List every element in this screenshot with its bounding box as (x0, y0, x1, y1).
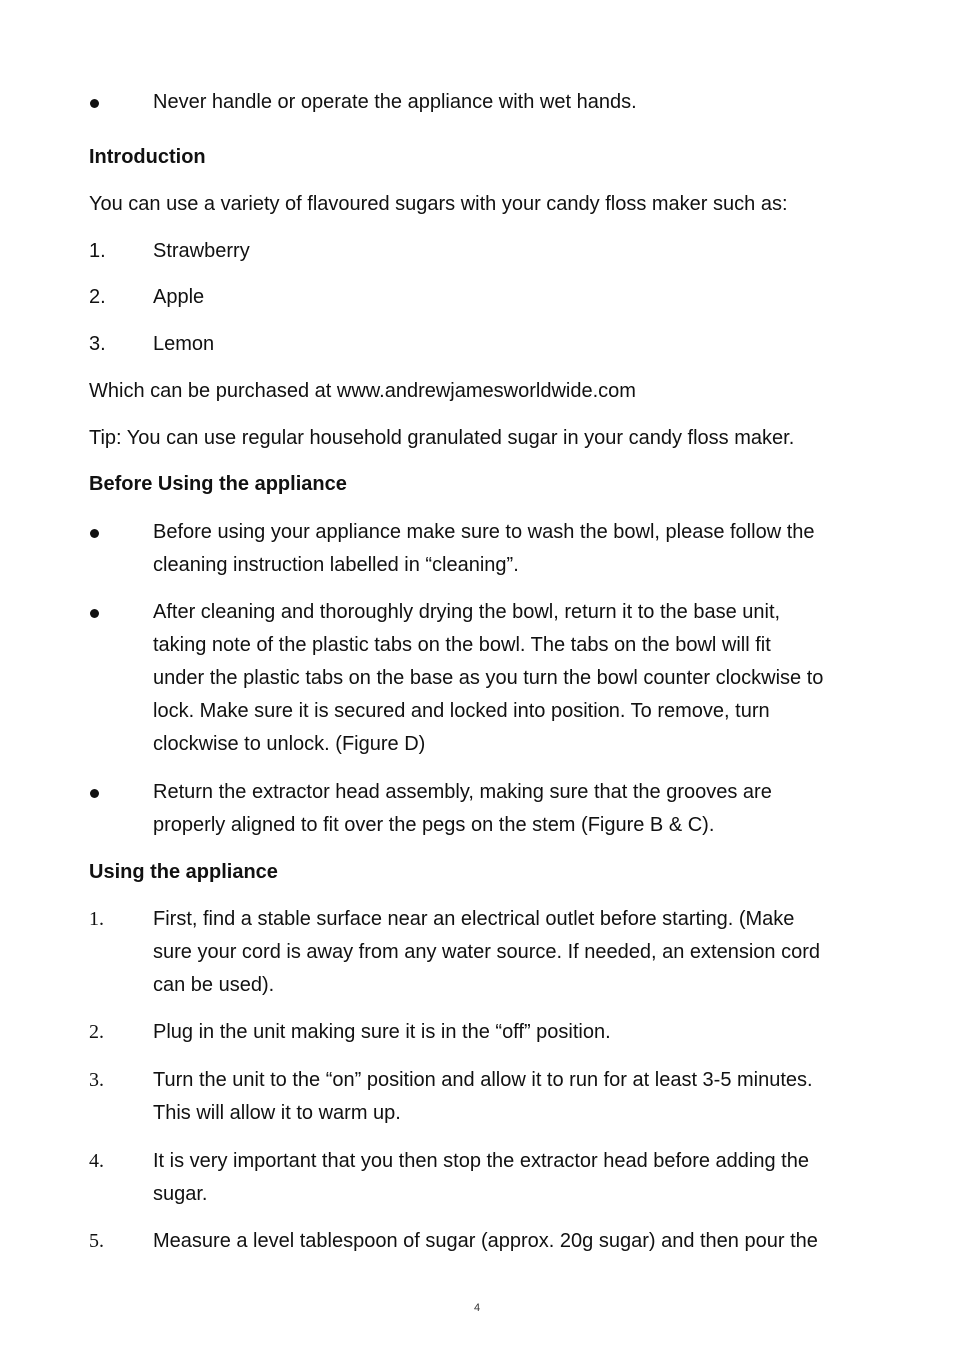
text-line: Measure a level tablespoon of sugar (approx. 20g sugar) and then pour the (153, 1230, 818, 1252)
text-line: sure your cord is away from any water source. If needed, an extension cord (153, 941, 821, 963)
text-line: properly aligned to fit over the pegs on the stem (Figure B & C). (153, 814, 715, 836)
introduction-heading: Introduction (89, 146, 206, 168)
text-line: First, find a stable surface near an electrical outlet before starting. (Make (153, 908, 795, 930)
flavour-item-lemon: Lemon (153, 333, 215, 355)
text-line: under the plastic tabs on the base as you turn the bowl counter clockwise to (153, 667, 824, 689)
list-number: 2. (89, 286, 106, 308)
purchase-text: Which can be purchased at www.andrewjamesworldwide.com (89, 380, 636, 402)
bullet-marker (90, 99, 99, 108)
text-line: Plug in the unit making sure it is in the “off” position. (153, 1021, 611, 1043)
step-number: 3. (89, 1069, 104, 1091)
before-using-bullet (153, 516, 873, 582)
before-using-heading: Before Using the appliance (89, 473, 347, 495)
text-line: lock. Make sure it is secured and locked into position. To remove, turn (153, 700, 770, 722)
text-line: Before using your appliance make sure to wash the bowl, please follow the (153, 521, 815, 543)
bullet-marker (90, 529, 99, 538)
step-text (153, 1225, 873, 1258)
before-using-bullet (153, 596, 873, 761)
introduction-lead: You can use a variety of flavoured sugars with your candy floss maker such as: (89, 193, 788, 215)
step-text (153, 903, 873, 1002)
text-line: can be used). (153, 974, 275, 996)
tip-text: Tip: You can use regular household granulated sugar in your candy floss maker. (89, 427, 795, 449)
bullet-marker (90, 789, 99, 798)
text-line: Return the extractor head assembly, making sure that the grooves are (153, 781, 772, 803)
step-text (153, 1064, 873, 1130)
bullet-marker (90, 609, 99, 618)
step-number: 5. (89, 1230, 104, 1252)
text-line: Turn the unit to the “on” position and allow it to run for at least 3-5 minutes. (153, 1069, 813, 1091)
step-text (153, 1016, 873, 1049)
list-number: 1. (89, 240, 106, 262)
safety-bullet-text: Never handle or operate the appliance with wet hands. (153, 91, 637, 113)
before-using-bullet (153, 776, 873, 842)
page-number: 4 (473, 1302, 481, 1314)
step-text (153, 1145, 873, 1211)
step-number: 2. (89, 1021, 104, 1043)
step-number: 4. (89, 1150, 104, 1172)
text-line: It is very important that you then stop the extractor head before adding the (153, 1150, 809, 1172)
text-line: taking note of the plastic tabs on the bowl. The tabs on the bowl will fit (153, 634, 771, 656)
text-line: clockwise to unlock. (Figure D) (153, 733, 426, 755)
text-line: After cleaning and thoroughly drying the bowl, return it to the base unit, (153, 601, 781, 623)
text-line: This will allow it to warm up. (153, 1102, 401, 1124)
flavour-item-apple: Apple (153, 286, 205, 308)
step-number: 1. (89, 908, 104, 930)
text-line: sugar. (153, 1183, 208, 1205)
list-number: 3. (89, 333, 106, 355)
text-line: cleaning instruction labelled in “cleaning”. (153, 554, 519, 576)
using-heading: Using the appliance (89, 861, 278, 883)
flavour-item-strawberry: Strawberry (153, 240, 250, 262)
